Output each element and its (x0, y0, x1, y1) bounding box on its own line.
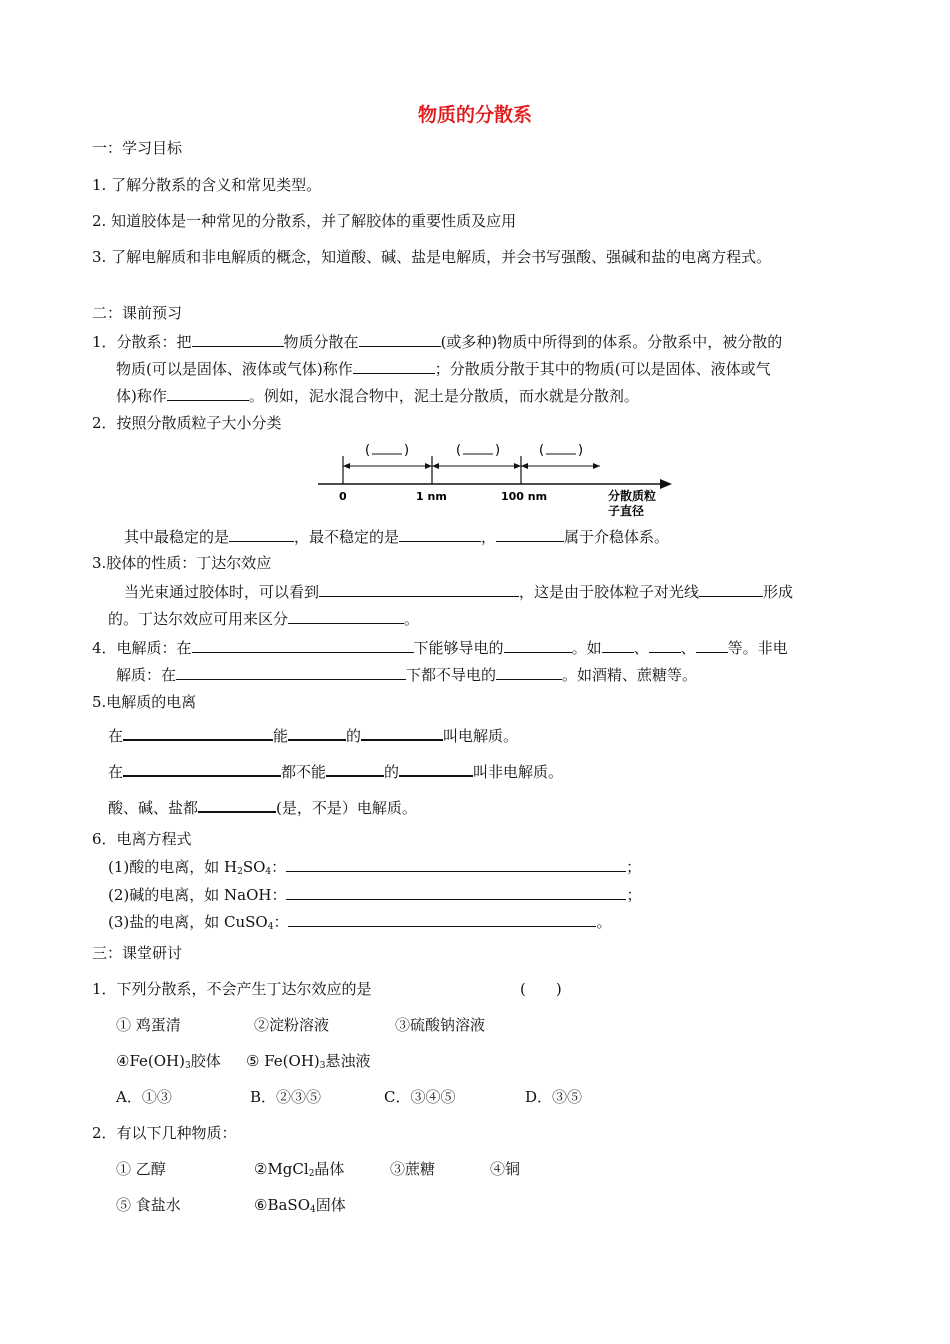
q1-line-3 (116, 385, 639, 406)
text: ； (626, 858, 642, 876)
blank (286, 884, 626, 900)
s3-q1-choice-d: D．③⑤ (525, 1088, 583, 1106)
paren-open-2: ( (456, 443, 462, 458)
text: 属于介稳体系。 (564, 528, 670, 546)
subscript: 4 (267, 922, 274, 932)
blank (288, 724, 346, 741)
axis-arrowhead (660, 479, 672, 489)
blank (361, 724, 443, 741)
text: 。 (404, 610, 420, 628)
section-learning-goals-heading: 一：学习目标 (92, 139, 183, 157)
blank (496, 664, 562, 680)
s3-q2-item-4: ④铜 (490, 1160, 521, 1178)
text: ： (273, 913, 289, 931)
section-classroom-heading: 三：课堂研讨 (92, 944, 183, 962)
paren-open-1: ( (365, 443, 371, 458)
s3-q2-item-5: ⑤ 食盐水 (116, 1196, 181, 1214)
q5-line-3 (108, 796, 417, 818)
text: 物质分散在 (283, 333, 359, 351)
q6-heading: 6．电离方程式 (92, 830, 192, 848)
text: 其中最稳定的是 (124, 528, 230, 546)
subscript: 3 (185, 1061, 191, 1071)
goal-item-3: 3. 了解电解质和非电解质的概念，知道酸、碱、盐是电解质，并会书写强酸、强碱和盐的电离方程式。 (92, 248, 772, 266)
blank (696, 637, 728, 653)
blank (504, 637, 572, 653)
text: ： (271, 858, 287, 876)
text: 。如 (571, 639, 602, 657)
s3-q1-stem: 1．下列分散系，不会产生丁达尔效应的是 (92, 980, 372, 998)
text: 叫电解质。 (443, 727, 519, 745)
text: 4．电解质：在 (92, 639, 192, 657)
text: 、 (633, 639, 649, 657)
text: 能 (273, 727, 289, 745)
blank (198, 796, 276, 813)
s3-q1-option-4 (116, 1051, 221, 1076)
s3-q2-stem: 2．有以下几种物质： (92, 1124, 237, 1142)
paren-close-1: ) (404, 443, 410, 458)
blank (192, 637, 414, 653)
text: 在 (108, 727, 124, 745)
q2-heading: 2．按照分散质粒子大小分类 (92, 414, 282, 432)
text: 当光束通过胶体时，可以看到 (124, 583, 320, 601)
text: 悬浊液 (325, 1052, 371, 1070)
text: 、 (680, 639, 696, 657)
blank (326, 760, 384, 777)
blank (496, 526, 564, 542)
q6-acid-line (108, 856, 641, 882)
s3-q2-item-6 (254, 1195, 346, 1220)
text: 固体 (315, 1196, 346, 1214)
section-preview-heading: 二：课前预习 (92, 304, 183, 322)
q3-line-2 (108, 608, 419, 629)
blank (399, 526, 481, 542)
text: 。例如，泥水混合物中，泥土是分散质，而水就是分散剂。 (248, 387, 639, 405)
blank (176, 664, 406, 680)
blank (123, 760, 281, 777)
blank (167, 385, 249, 401)
text: 下都不导电的 (406, 666, 497, 684)
goal-item-1: 1. 了解分散系的含义和常见类型。 (92, 176, 322, 194)
text: 形成 (763, 583, 794, 601)
s3-q1-choice-b: B．②③⑤ (250, 1088, 322, 1106)
text: 在 (108, 763, 124, 781)
subscript: 4 (310, 1205, 316, 1215)
goal-item-2: 2. 知道胶体是一种常见的分散系，并了解胶体的重要性质及应用 (92, 212, 517, 230)
q5-line-2 (108, 760, 563, 782)
text: 下能够导电的 (413, 639, 504, 657)
tick-label-1nm: 1 nm (416, 490, 447, 503)
tick-label-100nm: 100 nm (501, 490, 548, 503)
blank (192, 331, 284, 347)
tick-label-0: 0 (339, 490, 347, 503)
q4-line-2 (116, 664, 697, 685)
blank (288, 911, 596, 927)
text: 都不能 (281, 763, 327, 781)
text: ； (626, 886, 642, 904)
text: ，这是由于胶体粒子对光线 (519, 583, 700, 601)
paren-open-3: ( (539, 443, 545, 458)
subscript: 2 (237, 867, 243, 877)
s3-q1-option-1: ① 鸡蛋清 (116, 1016, 181, 1034)
blank (123, 724, 273, 741)
text: ④Fe(OH) (116, 1052, 185, 1070)
text: 酸、碱、盐都 (108, 799, 199, 817)
text: (2)碱的电离，如 NaOH： (108, 886, 287, 904)
text: ， (481, 528, 497, 546)
text: ⑤ Fe(OH) (246, 1052, 320, 1070)
blank (353, 358, 435, 374)
text: 解质：在 (116, 666, 177, 684)
s3-q1-choice-a: A．①③ (116, 1088, 172, 1106)
text: ⑥BaSO (254, 1196, 310, 1214)
page-title: 物质的分散系 (417, 104, 532, 126)
blank (359, 331, 441, 347)
subscript: 4 (265, 867, 272, 877)
q1-line-1 (92, 331, 782, 352)
blank (286, 856, 626, 872)
text: (1)酸的电离，如 H (108, 858, 238, 876)
text: 。如酒精、蔗糖等。 (562, 666, 698, 684)
s3-q1-choice-c: C．③④⑤ (384, 1088, 456, 1106)
s3-q2-item-3: ③蔗糖 (390, 1160, 436, 1178)
subscript: 2 (308, 1169, 315, 1179)
s3-q1-answer-paren: ( ) (520, 980, 562, 998)
subscript: 3 (319, 1061, 326, 1071)
text: 等。非电 (727, 639, 788, 657)
text: 1．分散系：把 (92, 333, 192, 351)
text: ②MgCl (254, 1160, 309, 1178)
q6-salt-line (108, 911, 612, 937)
axis-label-line-2: 子直径 (608, 504, 645, 518)
text: 的 (346, 727, 362, 745)
q3-heading: 3.胶体的性质：丁达尔效应 (92, 554, 272, 572)
blank (699, 581, 763, 597)
q4-line-1 (92, 637, 788, 658)
s3-q1-option-3: ③硫酸钠溶液 (395, 1016, 486, 1034)
s3-q1-option-2: ②淀粉溶液 (254, 1016, 330, 1034)
q1-line-2 (116, 358, 771, 379)
text: 的。丁达尔效应可用来区分 (108, 610, 289, 628)
blank (229, 526, 294, 542)
s3-q1-option-5 (246, 1051, 371, 1076)
text: 体)称作 (116, 387, 167, 405)
text: (是，不是）电解质。 (276, 799, 417, 817)
q2-stability-line (124, 526, 669, 547)
q6-base-line (108, 884, 641, 905)
blank (319, 581, 519, 597)
text: (或多种)物质中所得到的体系。分散系中，被分散的 (440, 333, 783, 351)
text: (3)盐的电离，如 CuSO (108, 913, 268, 931)
blank (649, 637, 681, 653)
text: ；分散质分散于其中的物质(可以是固体、液体或气 (434, 360, 771, 378)
text: 。 (596, 913, 612, 931)
particle-size-scale-diagram (310, 438, 690, 520)
text: 叫非电解质。 (473, 763, 564, 781)
text: 物质(可以是固体、液体或气体)称作 (116, 360, 353, 378)
q5-heading: 5.电解质的电离 (92, 693, 197, 711)
text: SO (242, 858, 266, 876)
text: 胶体 (190, 1052, 221, 1070)
axis-label-line-1: 分散质粒 (608, 489, 657, 503)
blank (602, 637, 634, 653)
text: ，最不稳定的是 (294, 528, 400, 546)
blank (399, 760, 473, 777)
q3-line-1 (124, 581, 793, 602)
paren-close-3: ) (578, 443, 584, 458)
s3-q2-item-2 (254, 1159, 344, 1184)
q5-line-1 (108, 724, 518, 746)
blank (288, 608, 404, 624)
s3-q2-item-1: ① 乙醇 (116, 1160, 166, 1178)
text: 晶体 (314, 1160, 345, 1178)
paren-close-2: ) (495, 443, 501, 458)
text: 的 (384, 763, 400, 781)
